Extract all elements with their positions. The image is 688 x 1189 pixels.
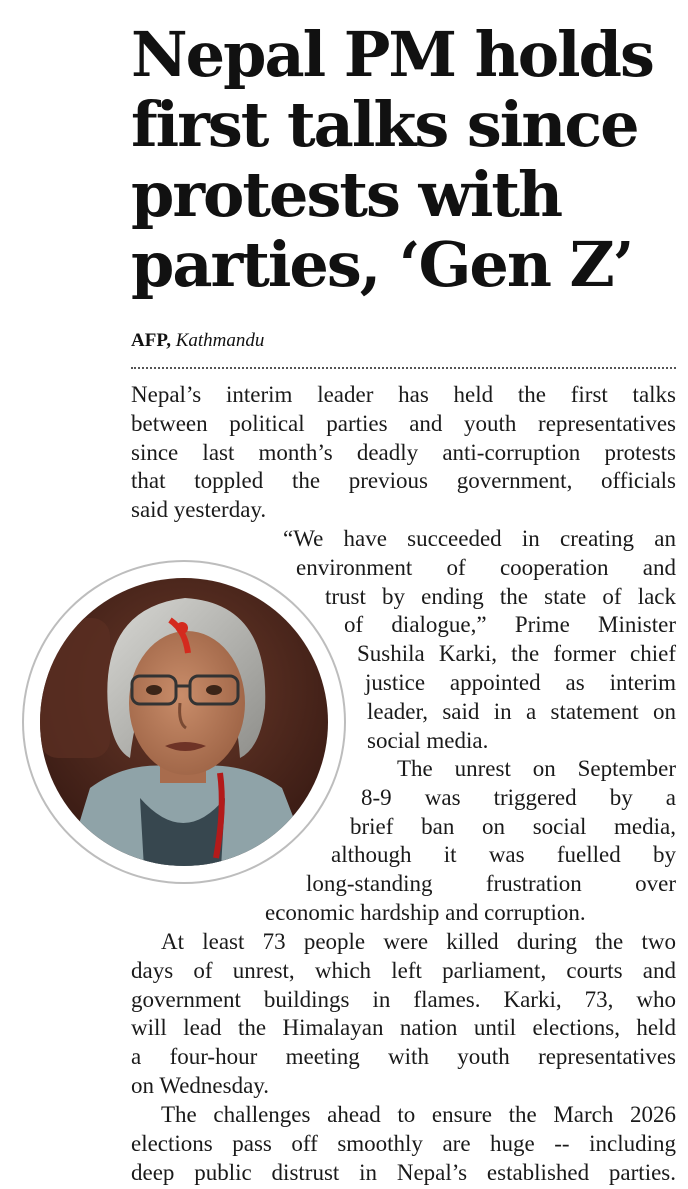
byline-source: AFP, <box>131 330 171 351</box>
paragraph-line: elections pass off smoothly are huge -- including <box>131 1130 676 1156</box>
paragraph-line: justice appointed as interim <box>365 669 676 695</box>
byline <box>131 330 264 352</box>
paragraph-line: trust by ending the state of lack <box>325 583 676 609</box>
paragraph-line: At least 73 people were killed during the two <box>161 929 676 954</box>
paragraph-line: although it was fuelled by <box>331 842 676 868</box>
portrait-photo <box>20 558 348 886</box>
paragraph-line: will lead the Himalayan nation until elections, held <box>131 1015 676 1041</box>
paragraph-line: The unrest on September <box>397 756 676 781</box>
paragraph-line: The challenges ahead to ensure the March 2026 <box>161 1102 676 1127</box>
byline-place: Kathmandu <box>175 330 265 351</box>
headline-line: Nepal PM holds <box>131 18 653 91</box>
eye-left <box>146 685 162 695</box>
paragraph-line: on Wednesday. <box>131 1072 270 1098</box>
paragraph-challenges <box>131 1101 676 1187</box>
headline <box>131 20 676 300</box>
paragraph-intro <box>131 381 676 525</box>
eye-right <box>206 685 222 695</box>
paragraph-line: that toppled the previous government, officials <box>131 468 676 494</box>
paragraph-line: days of unrest, which left parliament, courts and <box>131 957 676 983</box>
dotted-divider <box>131 367 676 369</box>
paragraph-line: government buildings in flames. Karki, 73, who <box>131 986 676 1012</box>
paragraph-line: Sushila Karki, the former chief <box>357 641 676 667</box>
paragraph-line: 8-9 was triggered by a <box>361 784 676 810</box>
paragraph-line: said yesterday. <box>131 497 267 523</box>
paragraph-line: of dialogue,” Prime Minister <box>344 612 676 638</box>
headline-line: parties, ‘Gen Z’ <box>131 228 633 301</box>
paragraph-line: a four-hour meeting with youth representatives <box>131 1044 676 1070</box>
paragraph-line: environment of cooperation and <box>296 554 676 580</box>
paragraph-casualties <box>131 928 676 1101</box>
paragraph-line: economic hardship and corruption. <box>265 899 586 925</box>
paragraph-line: since last month’s deadly anti-corruption protests <box>131 439 676 465</box>
headline-line: first talks since <box>131 88 638 161</box>
paragraph-line: leader, said in a statement on <box>367 698 676 724</box>
paragraph-line: long-standing frustration over <box>306 871 676 897</box>
bindi <box>176 622 188 634</box>
headline-line: protests with <box>131 158 562 231</box>
paragraph-line: social media. <box>367 727 489 753</box>
paragraph-line: deep public distrust in Nepal’s established parties. <box>131 1159 676 1185</box>
paragraph-line: brief ban on social media, <box>350 813 676 839</box>
paragraph-line: between political parties and youth representatives <box>131 410 676 436</box>
paragraph-line: “We have succeeded in creating an <box>283 526 676 551</box>
paragraph-line: Nepal’s interim leader has held the first talks <box>131 382 676 407</box>
